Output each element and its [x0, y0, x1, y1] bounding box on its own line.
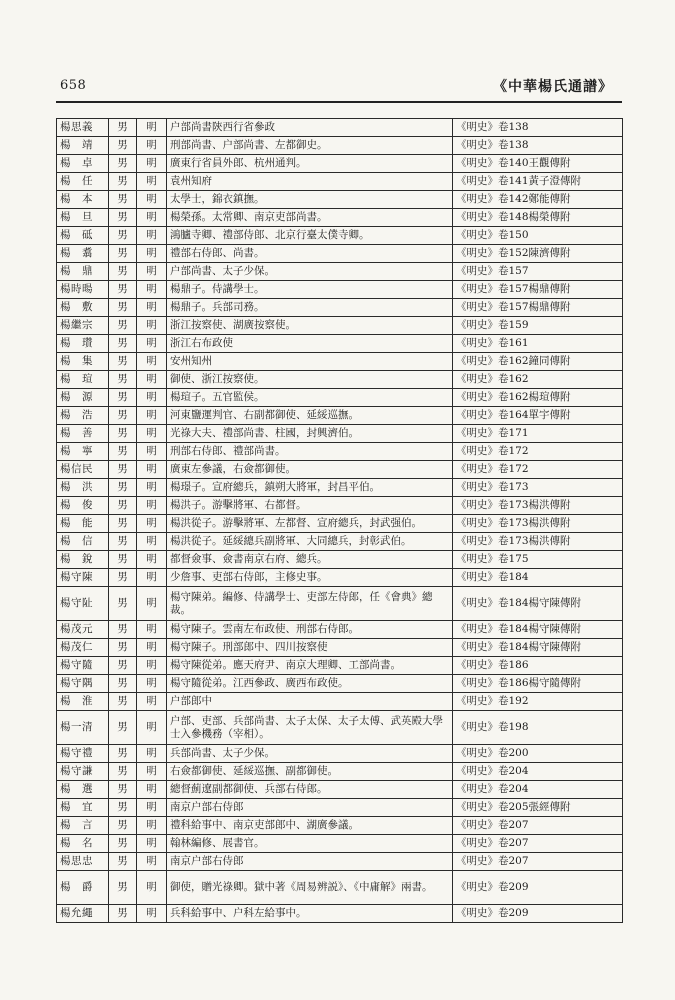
gender-cell: 男	[109, 551, 137, 569]
source-cell: 《明史》卷204	[453, 781, 623, 799]
dynasty-cell: 明	[137, 569, 167, 587]
table-row	[57, 389, 623, 407]
gender-cell: 男	[109, 119, 137, 137]
gender-cell: 男	[109, 817, 137, 835]
book-title: 《中華楊氏通譜》	[493, 79, 613, 95]
dynasty-cell: 明	[137, 191, 167, 209]
source-cell: 《明史》卷200	[453, 745, 623, 763]
dynasty-cell: 明	[137, 335, 167, 353]
gender-cell: 男	[109, 371, 137, 389]
gender-cell: 男	[109, 745, 137, 763]
source-cell: 《明史》卷162	[453, 371, 623, 389]
source-cell: 《明史》卷173	[453, 479, 623, 497]
description-cell: 御使、浙江按察使。	[167, 371, 453, 389]
dynasty-cell: 明	[137, 371, 167, 389]
person-name: 楊 旦	[57, 209, 109, 227]
source-cell: 《明史》卷204	[453, 763, 623, 781]
gender-cell: 男	[109, 245, 137, 263]
dynasty-cell: 明	[137, 853, 167, 871]
dynasty-cell: 明	[137, 389, 167, 407]
gender-cell: 男	[109, 781, 137, 799]
person-name: 楊思義	[57, 119, 109, 137]
description-cell: 兵科給事中、户科左給事中。	[167, 905, 453, 923]
dynasty-cell: 明	[137, 871, 167, 905]
gender-cell: 男	[109, 853, 137, 871]
gender-cell: 男	[109, 173, 137, 191]
gender-cell: 男	[109, 621, 137, 639]
gender-cell: 男	[109, 227, 137, 245]
description-cell: 楊洪從子。延綏總兵副將軍、大同總兵，封彰武伯。	[167, 533, 453, 551]
gender-cell: 男	[109, 281, 137, 299]
dynasty-cell: 明	[137, 533, 167, 551]
source-cell: 《明史》卷207	[453, 817, 623, 835]
person-name: 楊 名	[57, 835, 109, 853]
header-rule	[56, 101, 622, 103]
dynasty-cell: 明	[137, 299, 167, 317]
source-cell: 《明史》卷173楊洪傳附	[453, 533, 623, 551]
dynasty-cell: 明	[137, 551, 167, 569]
dynasty-cell: 明	[137, 799, 167, 817]
gender-cell: 男	[109, 587, 137, 621]
person-name: 楊 砥	[57, 227, 109, 245]
description-cell: 浙江按察使、湖廣按察使。	[167, 317, 453, 335]
description-cell: 河東鹽運判官、右副都御使、延綏巡撫。	[167, 407, 453, 425]
person-name: 楊 善	[57, 425, 109, 443]
person-name: 楊 卓	[57, 155, 109, 173]
description-cell: 廣東左參議，右僉都御使。	[167, 461, 453, 479]
gender-cell: 男	[109, 639, 137, 657]
table-row	[57, 407, 623, 425]
description-cell: 户部尚書、太子少保。	[167, 263, 453, 281]
dynasty-cell: 明	[137, 119, 167, 137]
person-name: 楊繼宗	[57, 317, 109, 335]
table-body	[57, 119, 623, 923]
description-cell: 刑部尚書、户部尚書、左都御史。	[167, 137, 453, 155]
table-row	[57, 533, 623, 551]
gender-cell: 男	[109, 657, 137, 675]
source-cell: 《明史》卷184楊守陳傳附	[453, 639, 623, 657]
dynasty-cell: 明	[137, 587, 167, 621]
description-cell: 翰林編修、展書官。	[167, 835, 453, 853]
person-name: 楊 瓚	[57, 335, 109, 353]
table-row	[57, 853, 623, 871]
dynasty-cell: 明	[137, 317, 167, 335]
dynasty-cell: 明	[137, 621, 167, 639]
table-row	[57, 763, 623, 781]
person-name: 楊守阯	[57, 587, 109, 621]
source-cell: 《明史》卷138	[453, 119, 623, 137]
description-cell: 楊鼎子。侍講學士。	[167, 281, 453, 299]
person-name: 楊守隅	[57, 675, 109, 693]
description-cell: 光祿大夫、禮部尚書、柱國，封興濟伯。	[167, 425, 453, 443]
table-row	[57, 299, 623, 317]
source-cell: 《明史》卷173楊洪傳附	[453, 497, 623, 515]
table-row	[57, 639, 623, 657]
source-cell: 《明史》卷184楊守陳傳附	[453, 587, 623, 621]
person-name: 楊思忠	[57, 853, 109, 871]
table-row	[57, 551, 623, 569]
source-cell: 《明史》卷173楊洪傳附	[453, 515, 623, 533]
dynasty-cell: 明	[137, 173, 167, 191]
source-cell: 《明史》卷150	[453, 227, 623, 245]
description-cell: 户部郎中	[167, 693, 453, 711]
dynasty-cell: 明	[137, 639, 167, 657]
gender-cell: 男	[109, 335, 137, 353]
person-name: 楊 鼎	[57, 263, 109, 281]
gender-cell: 男	[109, 533, 137, 551]
table-row	[57, 799, 623, 817]
person-name: 楊 選	[57, 781, 109, 799]
table-row	[57, 209, 623, 227]
table-row	[57, 461, 623, 479]
source-cell: 《明史》卷162鐘同傳附	[453, 353, 623, 371]
gender-cell: 男	[109, 569, 137, 587]
gender-cell: 男	[109, 389, 137, 407]
page-number: 658	[60, 78, 87, 93]
table-row	[57, 479, 623, 497]
person-name: 楊 言	[57, 817, 109, 835]
source-cell: 《明史》卷157楊鼎傳附	[453, 281, 623, 299]
description-cell: 楊瑄子。五官監侯。	[167, 389, 453, 407]
source-cell: 《明史》卷184楊守陳傳附	[453, 621, 623, 639]
source-cell: 《明史》卷209	[453, 871, 623, 905]
gender-cell: 男	[109, 425, 137, 443]
table-row	[57, 693, 623, 711]
person-name: 楊 集	[57, 353, 109, 371]
source-cell: 《明史》卷207	[453, 835, 623, 853]
gender-cell: 男	[109, 871, 137, 905]
person-name: 楊茂元	[57, 621, 109, 639]
table-row	[57, 905, 623, 923]
dynasty-cell: 明	[137, 693, 167, 711]
gender-cell: 男	[109, 461, 137, 479]
source-cell: 《明史》卷148楊榮傳附	[453, 209, 623, 227]
table-row	[57, 281, 623, 299]
gender-cell: 男	[109, 497, 137, 515]
source-cell: 《明史》卷186楊守隨傳附	[453, 675, 623, 693]
gender-cell: 男	[109, 317, 137, 335]
gender-cell: 男	[109, 763, 137, 781]
person-name: 楊 能	[57, 515, 109, 533]
person-name: 楊守隨	[57, 657, 109, 675]
description-cell: 兵部尚書、太子少保。	[167, 745, 453, 763]
dynasty-cell: 明	[137, 281, 167, 299]
dynasty-cell: 明	[137, 781, 167, 799]
dynasty-cell: 明	[137, 137, 167, 155]
dynasty-cell: 明	[137, 209, 167, 227]
source-cell: 《明史》卷192	[453, 693, 623, 711]
table-row	[57, 353, 623, 371]
source-cell: 《明史》卷207	[453, 853, 623, 871]
table-row	[57, 835, 623, 853]
source-cell: 《明史》卷198	[453, 711, 623, 745]
dynasty-cell: 明	[137, 263, 167, 281]
table-row	[57, 317, 623, 335]
gender-cell: 男	[109, 443, 137, 461]
person-name: 楊 任	[57, 173, 109, 191]
description-cell: 禮部右侍郎、尚書。	[167, 245, 453, 263]
source-cell: 《明史》卷140王觀傳附	[453, 155, 623, 173]
description-cell: 安州知州	[167, 353, 453, 371]
description-cell: 南京户部右侍郎	[167, 799, 453, 817]
description-cell: 御使，贈光祿卿。獄中著《周易辨説》、《中庸解》兩書。	[167, 871, 453, 905]
gender-cell: 男	[109, 353, 137, 371]
table-row	[57, 657, 623, 675]
table-row	[57, 443, 623, 461]
description-cell: 鴻臚寺卿、禮部侍郎、北京行臺太僕寺卿。	[167, 227, 453, 245]
person-name: 楊守陳	[57, 569, 109, 587]
source-cell: 《明史》卷161	[453, 335, 623, 353]
person-name: 楊 爵	[57, 871, 109, 905]
dynasty-cell: 明	[137, 657, 167, 675]
person-name: 楊 本	[57, 191, 109, 209]
description-cell: 總督薊遼副都御使、兵部右侍郎。	[167, 781, 453, 799]
person-name: 楊 淮	[57, 693, 109, 711]
person-name: 楊 翥	[57, 245, 109, 263]
description-cell: 楊守陳從弟。應天府尹、南京大理卿、工部尚書。	[167, 657, 453, 675]
table-row	[57, 119, 623, 137]
gender-cell: 男	[109, 209, 137, 227]
description-cell: 楊鼎子。兵部司務。	[167, 299, 453, 317]
gender-cell: 男	[109, 137, 137, 155]
person-name: 楊一清	[57, 711, 109, 745]
description-cell: 太學士，錦衣鎮撫。	[167, 191, 453, 209]
dynasty-cell: 明	[137, 711, 167, 745]
table-row	[57, 711, 623, 745]
dynasty-cell: 明	[137, 763, 167, 781]
gender-cell: 男	[109, 675, 137, 693]
gender-cell: 男	[109, 263, 137, 281]
source-cell: 《明史》卷186	[453, 657, 623, 675]
table-row	[57, 781, 623, 799]
dynasty-cell: 明	[137, 497, 167, 515]
dynasty-cell: 明	[137, 675, 167, 693]
dynasty-cell: 明	[137, 835, 167, 853]
dynasty-cell: 明	[137, 479, 167, 497]
source-cell: 《明史》卷141黃子澄傳附	[453, 173, 623, 191]
table-row	[57, 569, 623, 587]
dynasty-cell: 明	[137, 461, 167, 479]
table-row	[57, 173, 623, 191]
gender-cell: 男	[109, 835, 137, 853]
source-cell: 《明史》卷172	[453, 443, 623, 461]
table-row	[57, 621, 623, 639]
person-name: 楊茂仁	[57, 639, 109, 657]
description-cell: 廣東行省員外郎、杭州通判。	[167, 155, 453, 173]
dynasty-cell: 明	[137, 425, 167, 443]
description-cell: 楊守陳子。刑部郎中、四川按察使	[167, 639, 453, 657]
source-cell: 《明史》卷209	[453, 905, 623, 923]
description-cell: 右僉都御使、延綏巡撫、副都御使。	[167, 763, 453, 781]
source-cell: 《明史》卷172	[453, 461, 623, 479]
source-cell: 《明史》卷142鄭能傳附	[453, 191, 623, 209]
table-row	[57, 871, 623, 905]
person-name: 楊 洪	[57, 479, 109, 497]
gender-cell: 男	[109, 905, 137, 923]
source-cell: 《明史》卷171	[453, 425, 623, 443]
person-name: 楊 源	[57, 389, 109, 407]
person-name: 楊 宜	[57, 799, 109, 817]
description-cell: 户部尚書陝西行省參政	[167, 119, 453, 137]
description-cell: 楊榮孫。太常卿、南京吏部尚書。	[167, 209, 453, 227]
description-cell: 户部、吏部、兵部尚書、太子太保、太子太傅、武英殿大學士入參機務（宰相）。	[167, 711, 453, 745]
person-name: 楊 銳	[57, 551, 109, 569]
table-row	[57, 425, 623, 443]
person-name: 楊 靖	[57, 137, 109, 155]
dynasty-cell: 明	[137, 155, 167, 173]
table-row	[57, 245, 623, 263]
source-cell: 《明史》卷162楊瑄傳附	[453, 389, 623, 407]
gender-cell: 男	[109, 799, 137, 817]
person-name: 楊允繩	[57, 905, 109, 923]
gender-cell: 男	[109, 711, 137, 745]
table-row	[57, 155, 623, 173]
source-cell: 《明史》卷152陳濟傳附	[453, 245, 623, 263]
source-cell: 《明史》卷184	[453, 569, 623, 587]
dynasty-cell: 明	[137, 245, 167, 263]
description-cell: 楊守隨從弟。江西參政、廣西布政使。	[167, 675, 453, 693]
description-cell: 楊守陳子。雲南左布政使、刑部右侍郎。	[167, 621, 453, 639]
dynasty-cell: 明	[137, 443, 167, 461]
person-name: 楊 俊	[57, 497, 109, 515]
description-cell: 楊洪子。游擊將軍、右都督。	[167, 497, 453, 515]
source-cell: 《明史》卷159	[453, 317, 623, 335]
person-name: 楊 信	[57, 533, 109, 551]
description-cell: 楊洪從子。游擊將軍、左都督、宣府總兵，封武强伯。	[167, 515, 453, 533]
description-cell: 楊守陳弟。編修、侍講學士、吏部左侍郎，任《會典》總裁。	[167, 587, 453, 621]
dynasty-cell: 明	[137, 227, 167, 245]
gender-cell: 男	[109, 479, 137, 497]
person-name: 楊信民	[57, 461, 109, 479]
dynasty-cell: 明	[137, 353, 167, 371]
person-name: 楊 寧	[57, 443, 109, 461]
gender-cell: 男	[109, 155, 137, 173]
description-cell: 禮科給事中、南京吏部郎中、湖廣參議。	[167, 817, 453, 835]
description-cell: 浙江右布政使	[167, 335, 453, 353]
dynasty-cell: 明	[137, 905, 167, 923]
person-name: 楊守禮	[57, 745, 109, 763]
gender-cell: 男	[109, 299, 137, 317]
description-cell: 南京户部右侍郎	[167, 853, 453, 871]
source-cell: 《明史》卷205張經傳附	[453, 799, 623, 817]
table-row	[57, 745, 623, 763]
gender-cell: 男	[109, 515, 137, 533]
source-cell: 《明史》卷175	[453, 551, 623, 569]
table-row	[57, 191, 623, 209]
table-row	[57, 675, 623, 693]
dynasty-cell: 明	[137, 407, 167, 425]
table-row	[57, 263, 623, 281]
table-row	[57, 335, 623, 353]
person-name: 楊時暘	[57, 281, 109, 299]
description-cell: 刑部右侍郎、禮部尚書。	[167, 443, 453, 461]
dynasty-cell: 明	[137, 515, 167, 533]
source-cell: 《明史》卷138	[453, 137, 623, 155]
source-cell: 《明史》卷164單宇傳附	[453, 407, 623, 425]
description-cell: 楊璟子。宣府總兵，鎮朔大將軍，封昌平伯。	[167, 479, 453, 497]
source-cell: 《明史》卷157	[453, 263, 623, 281]
genealogy-table	[56, 118, 623, 923]
source-cell: 《明史》卷157楊鼎傳附	[453, 299, 623, 317]
table-row	[57, 497, 623, 515]
person-name: 楊 浩	[57, 407, 109, 425]
dynasty-cell: 明	[137, 817, 167, 835]
person-name: 楊 瑄	[57, 371, 109, 389]
gender-cell: 男	[109, 693, 137, 711]
dynasty-cell: 明	[137, 745, 167, 763]
table-row	[57, 371, 623, 389]
person-name: 楊 敷	[57, 299, 109, 317]
description-cell: 少詹事、吏部右侍郎，主修史事。	[167, 569, 453, 587]
gender-cell: 男	[109, 191, 137, 209]
table-row	[57, 817, 623, 835]
description-cell: 袁州知府	[167, 173, 453, 191]
table-row	[57, 587, 623, 621]
table-row	[57, 515, 623, 533]
gender-cell: 男	[109, 407, 137, 425]
table-row	[57, 227, 623, 245]
table-row	[57, 137, 623, 155]
description-cell: 都督僉事、僉書南京右府、總兵。	[167, 551, 453, 569]
person-name: 楊守謙	[57, 763, 109, 781]
